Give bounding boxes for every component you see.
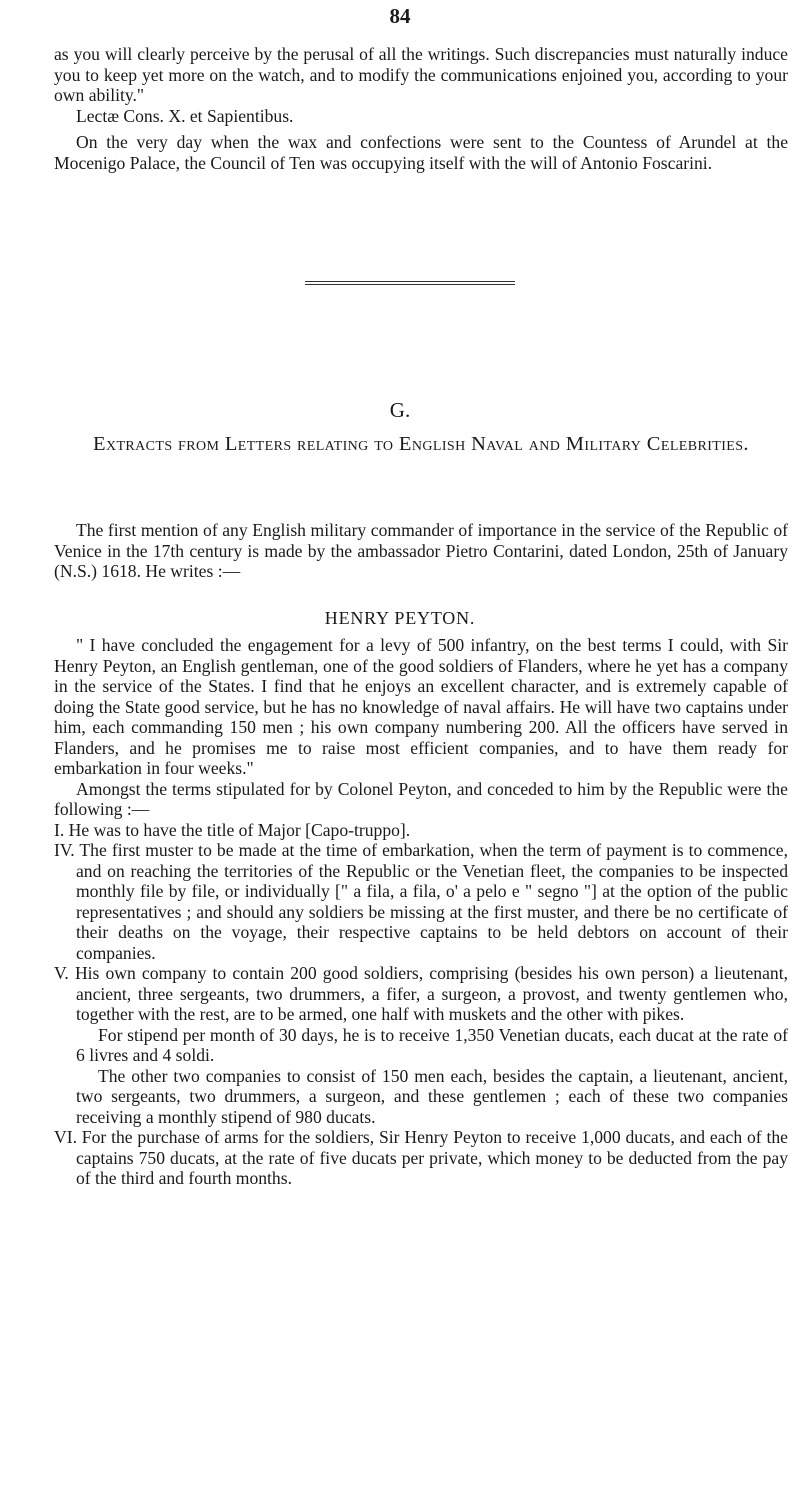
paragraph: as you will clearly perceive by the perusal of all the writings. Such discrepancies must naturally induce you to keep yet more on the watch, and to modify the communications enjoined you, according to your own ability."	[54, 44, 788, 105]
section-letter: G.	[389, 398, 411, 422]
subheading: HENRY PEYTON.	[324, 608, 476, 628]
paragraph: " I have concluded the engagement for a levy of 500 infantry, on the best terms I could, with Sir Henry Peyton, an English gentleman, one of the good soldiers of Flanders, where he yet has a company in the service of the States. I find that he enjoys an excellent character, and is extremely capable of doing the State good service, but he has no knowledge of naval affairs. He will have two captains under him, each commanding 150 men ; his own company numbering 200. All the officers have served in Flanders, and he promises me to raise most efficient companies, and to have them ready for embarkation in four weeks."	[54, 635, 788, 778]
term-item: V. His own company to contain 200 good soldiers, comprising (besides his own person) a lieutenant, ancient, three sergeants, two drummers, a fifer, a surgeon, a provost, and twenty gentlemen who, together with the rest, are to be armed, one half with muskets and the other with pikes.	[54, 963, 788, 1024]
page-number: 84	[389, 4, 411, 28]
term-item: VI. For the purchase of arms for the soldiers, Sir Henry Peyton to receive 1,000 ducats, and each of the captains 750 ducats, at the rate of five ducats per private, which money to be deducted from the pay of the third and fourth months.	[54, 1127, 788, 1188]
top-text-block	[54, 44, 788, 173]
section-title: Extracts from Letters relating to English Naval and Military Celebrities.	[93, 433, 749, 455]
intro-text-block	[54, 520, 788, 582]
section-divider	[305, 281, 515, 282]
letter-text-block	[54, 635, 788, 1189]
paragraph: On the very day when the wax and confections were sent to the Countess of Arundel at the Mocenigo Palace, the Council of Ten was occupying itself with the will of Antonio Foscarini.	[54, 132, 788, 173]
term-item: IV. The first muster to be made at the time of embarkation, when the term of payment is to commence, and on reaching the territories of the Republic or the Venetian fleet, the companies to be inspected monthly file by file, or individually [" a fila, a fila, o' a pelo e " segno "] at the option of the public representatives ; and should any soldiers be missing at the first muster, and there be no certificate of their deaths on the voyage, their respective captains to be held debtors on account of their companies.	[54, 840, 788, 963]
paragraph: The first mention of any English military commander of importance in the service of the Republic of Venice in the 17th century is made by the ambassador Pietro Contarini, dated London, 25th of January (N.S.) 1618. He writes :—	[54, 520, 788, 581]
section-divider	[305, 284, 515, 285]
term-item: I. He was to have the title of Major [Capo-truppo].	[54, 819, 411, 840]
paragraph: Amongst the terms stipulated for by Colonel Peyton, and conceded to him by the Republic were the following :—	[54, 778, 788, 819]
paragraph: Lectæ Cons. X. et Sapientibus.	[76, 105, 294, 126]
term-item: The other two companies to consist of 150 men each, besides the captain, a lieutenant, ancient, two sergeants, two drummers, a surgeon, and these gentlemen ; each of these two companies receiving a monthly stipend of 980 ducats.	[76, 1065, 788, 1127]
term-item: For stipend per month of 30 days, he is to receive 1,350 Venetian ducats, each ducat at the rate of 6 livres and 4 soldi.	[76, 1024, 788, 1065]
